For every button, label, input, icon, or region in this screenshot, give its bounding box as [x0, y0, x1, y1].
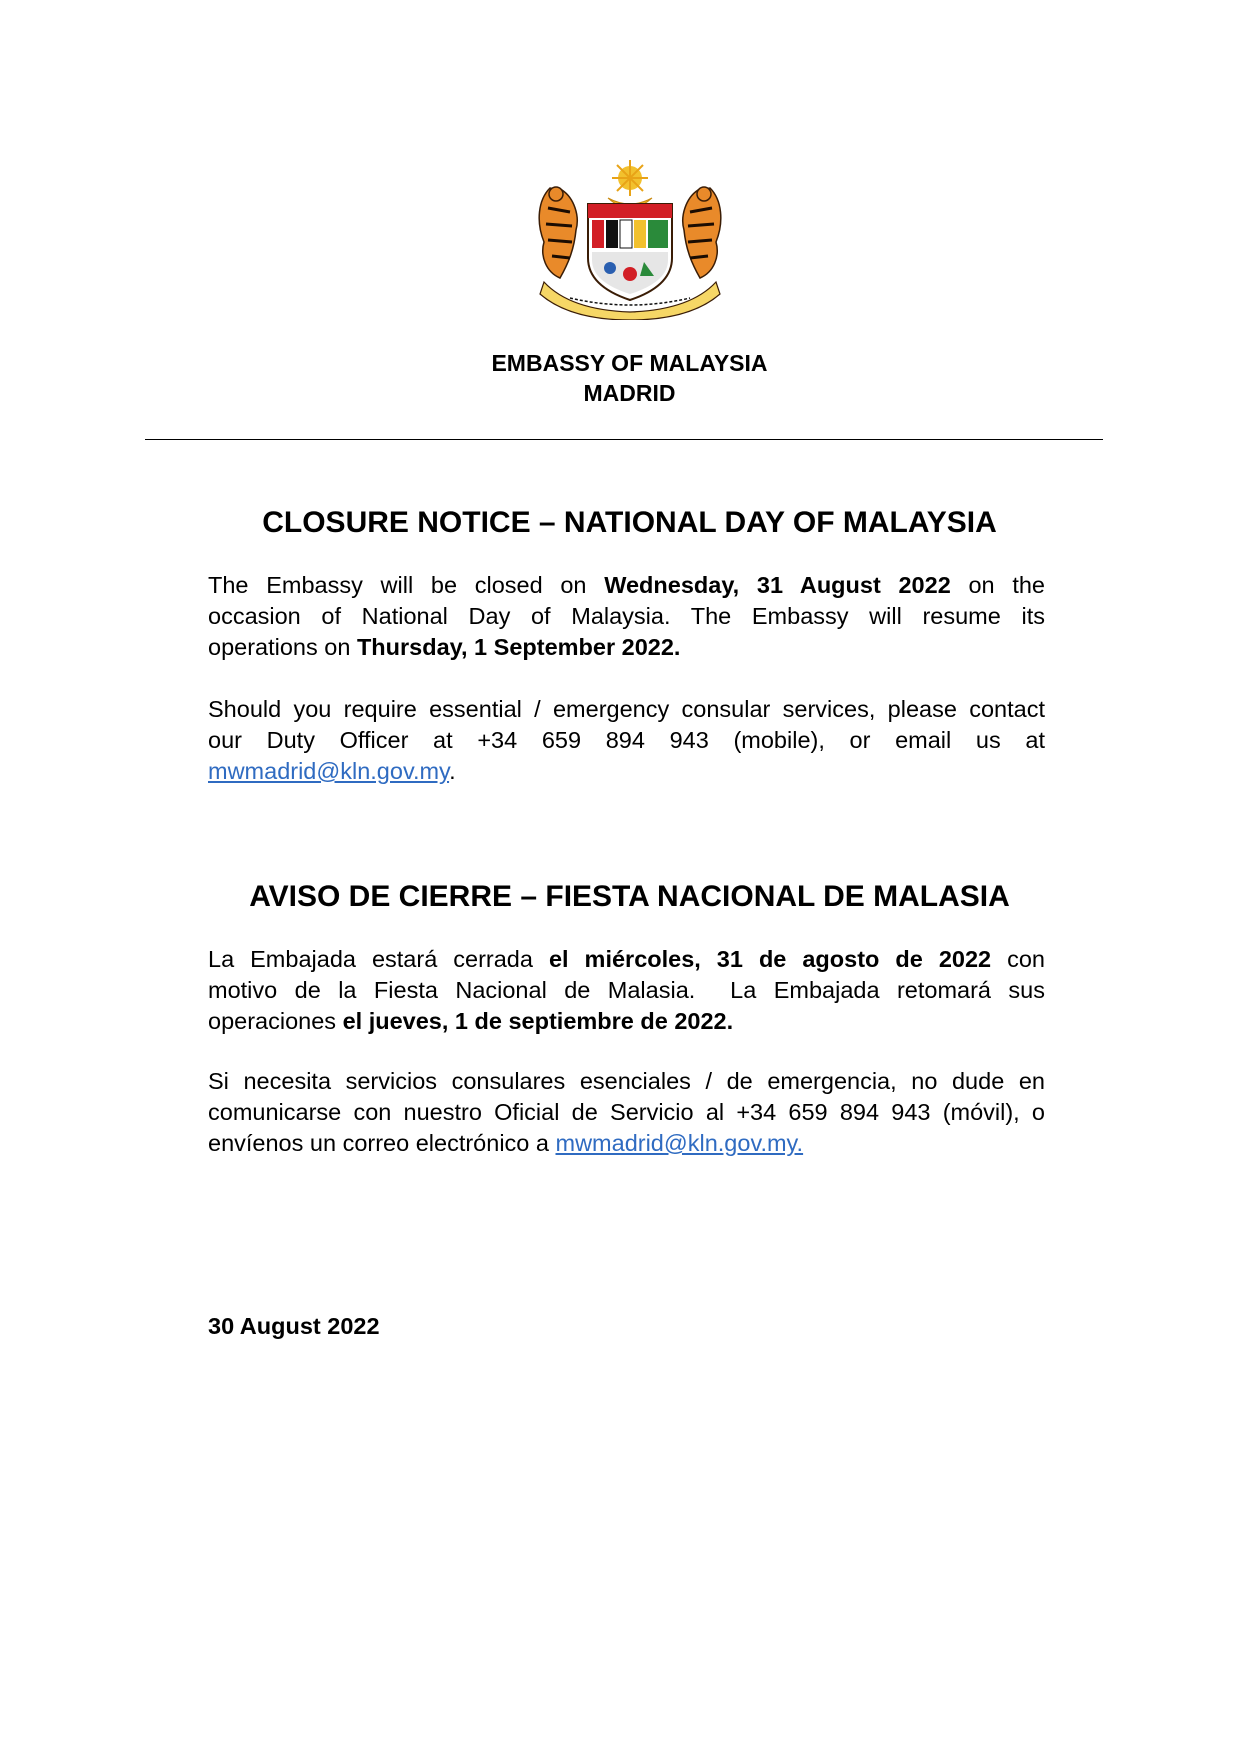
- text-span: operaciones: [208, 1008, 343, 1034]
- spanish-closure-paragraph: [208, 944, 1045, 1037]
- paragraph-line: comunicarse con nuestro Oficial de Servicio al +34 659 894 943 (móvil), o: [208, 1099, 1045, 1125]
- text-span: operations on: [208, 634, 357, 660]
- spanish-contact-paragraph: [208, 1066, 1045, 1159]
- spanish-heading: AVISO DE CIERRE – FIESTA NACIONAL DE MALASIA: [249, 880, 1010, 913]
- text-span: on the: [950, 572, 1045, 598]
- org-city: MADRID: [583, 380, 676, 406]
- resume-date: el jueves, 1 de septiembre de 2022.: [342, 1008, 734, 1034]
- text-span: The Embassy will be closed on: [208, 572, 605, 598]
- english-heading: CLOSURE NOTICE – NATIONAL DAY OF MALAYSIA: [262, 506, 997, 539]
- text-span: La Embajada estará cerrada: [208, 946, 549, 972]
- text-span: envíenos un correo electrónico a: [208, 1130, 556, 1156]
- closure-date: Wednesday, 31 August 2022: [604, 572, 951, 598]
- paragraph-line: [208, 570, 1045, 601]
- star-icon: [612, 160, 648, 196]
- paragraph-line: [208, 1006, 1045, 1037]
- email-link[interactable]: mwmadrid@kln.gov.my: [208, 758, 450, 784]
- paragraph-line: [208, 944, 1045, 975]
- paragraph-line: Si necesita servicios consulares esenciales / de emergencia, no dude en: [208, 1068, 1045, 1094]
- text-span: con: [991, 946, 1045, 972]
- right-tiger-icon: [683, 187, 721, 278]
- paragraph-line: [208, 756, 1045, 787]
- malaysia-coat-of-arms-icon: [530, 160, 730, 320]
- left-tiger-icon: [539, 187, 577, 278]
- shield-icon: [588, 204, 672, 300]
- closure-date: el miércoles, 31 de agosto de 2022: [548, 946, 992, 972]
- notice-date: 30 August 2022: [208, 1313, 380, 1339]
- paragraph-line: motivo de la Fiesta Nacional de Malasia. La Embajada retomará sus: [208, 977, 1045, 1003]
- header-divider: [145, 439, 1103, 440]
- english-contact-paragraph: [208, 694, 1045, 787]
- resume-date: Thursday, 1 September 2022.: [356, 634, 681, 660]
- paragraph-line: [208, 632, 1045, 663]
- english-closure-paragraph: [208, 570, 1045, 663]
- paragraph-line: Should you require essential / emergency consular services, please contact: [208, 696, 1045, 722]
- paragraph-line: [208, 1128, 1045, 1159]
- paragraph-line: occasion of National Day of Malaysia. The Embassy will resume its: [208, 603, 1045, 629]
- paragraph-line: our Duty Officer at +34 659 894 943 (mobile), or email us at: [208, 727, 1045, 753]
- text-span: .: [449, 758, 456, 784]
- org-name: EMBASSY OF MALAYSIA: [491, 350, 768, 376]
- email-link[interactable]: mwmadrid@kln.gov.my.: [555, 1130, 804, 1156]
